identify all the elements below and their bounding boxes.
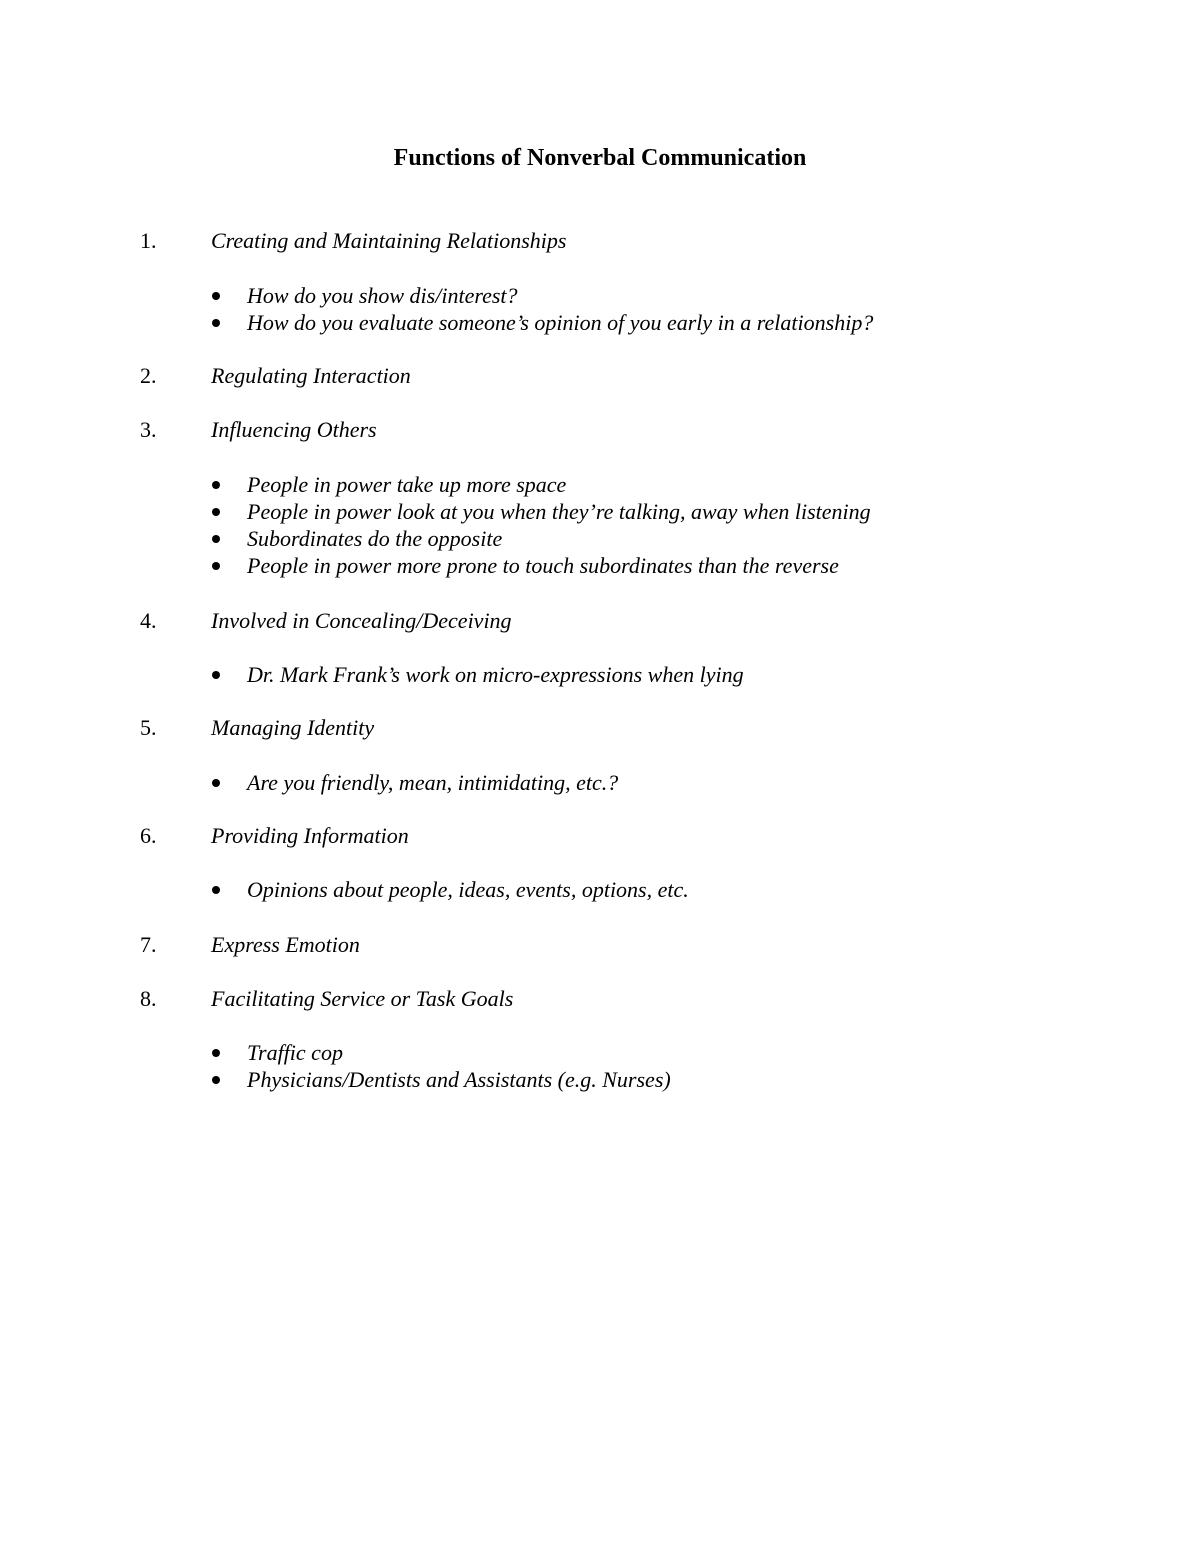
list-item-title: Providing Information [211,823,409,848]
bullet-item: People in power take up more space [247,472,567,497]
bullet-icon [212,319,220,327]
bullet-icon [212,292,220,300]
bullet-item: Physicians/Dentists and Assistants (e.g. Nurses) [247,1067,671,1092]
bullet-icon [212,562,220,570]
bullet-item: Traffic cop [247,1040,343,1065]
list-number: 5. [140,715,157,740]
list-item-title: Facilitating Service or Task Goals [211,986,514,1011]
bullet-item: How do you show dis/interest? [247,283,518,308]
bullet-item: How do you evaluate someone’s opinion of you early in a relationship? [247,310,874,335]
page-title: Functions of Nonverbal Communication [393,145,807,171]
list-item-title: Influencing Others [211,417,377,442]
list-item-title: Creating and Maintaining Relationships [211,228,567,253]
bullet-icon [212,1076,220,1084]
list-number: 6. [140,823,157,848]
bullet-icon [212,481,220,489]
bullet-icon [212,535,220,543]
bullet-icon [212,1049,220,1057]
list-number: 1. [140,228,157,253]
list-number: 4. [140,608,157,633]
bullet-icon [212,508,220,516]
list-number: 3. [140,417,157,442]
bullet-item: People in power more prone to touch subordinates than the reverse [247,553,839,578]
bullet-icon [212,779,220,787]
list-item-title: Express Emotion [211,932,360,957]
bullet-item: Subordinates do the opposite [247,526,503,551]
list-item-title: Managing Identity [211,715,375,740]
bullet-icon [212,886,220,894]
bullet-icon [212,671,220,679]
bullet-item: Opinions about people, ideas, events, options, etc. [247,877,689,902]
bullet-item: Dr. Mark Frank’s work on micro-expressions when lying [247,662,744,687]
list-number: 2. [140,363,157,388]
bullet-item: Are you friendly, mean, intimidating, etc.? [247,770,619,795]
list-item-title: Regulating Interaction [211,363,411,388]
bullet-item: People in power look at you when they’re talking, away when listening [247,499,871,524]
list-item-title: Involved in Concealing/Deceiving [211,608,512,633]
list-number: 7. [140,932,157,957]
list-number: 8. [140,986,157,1011]
